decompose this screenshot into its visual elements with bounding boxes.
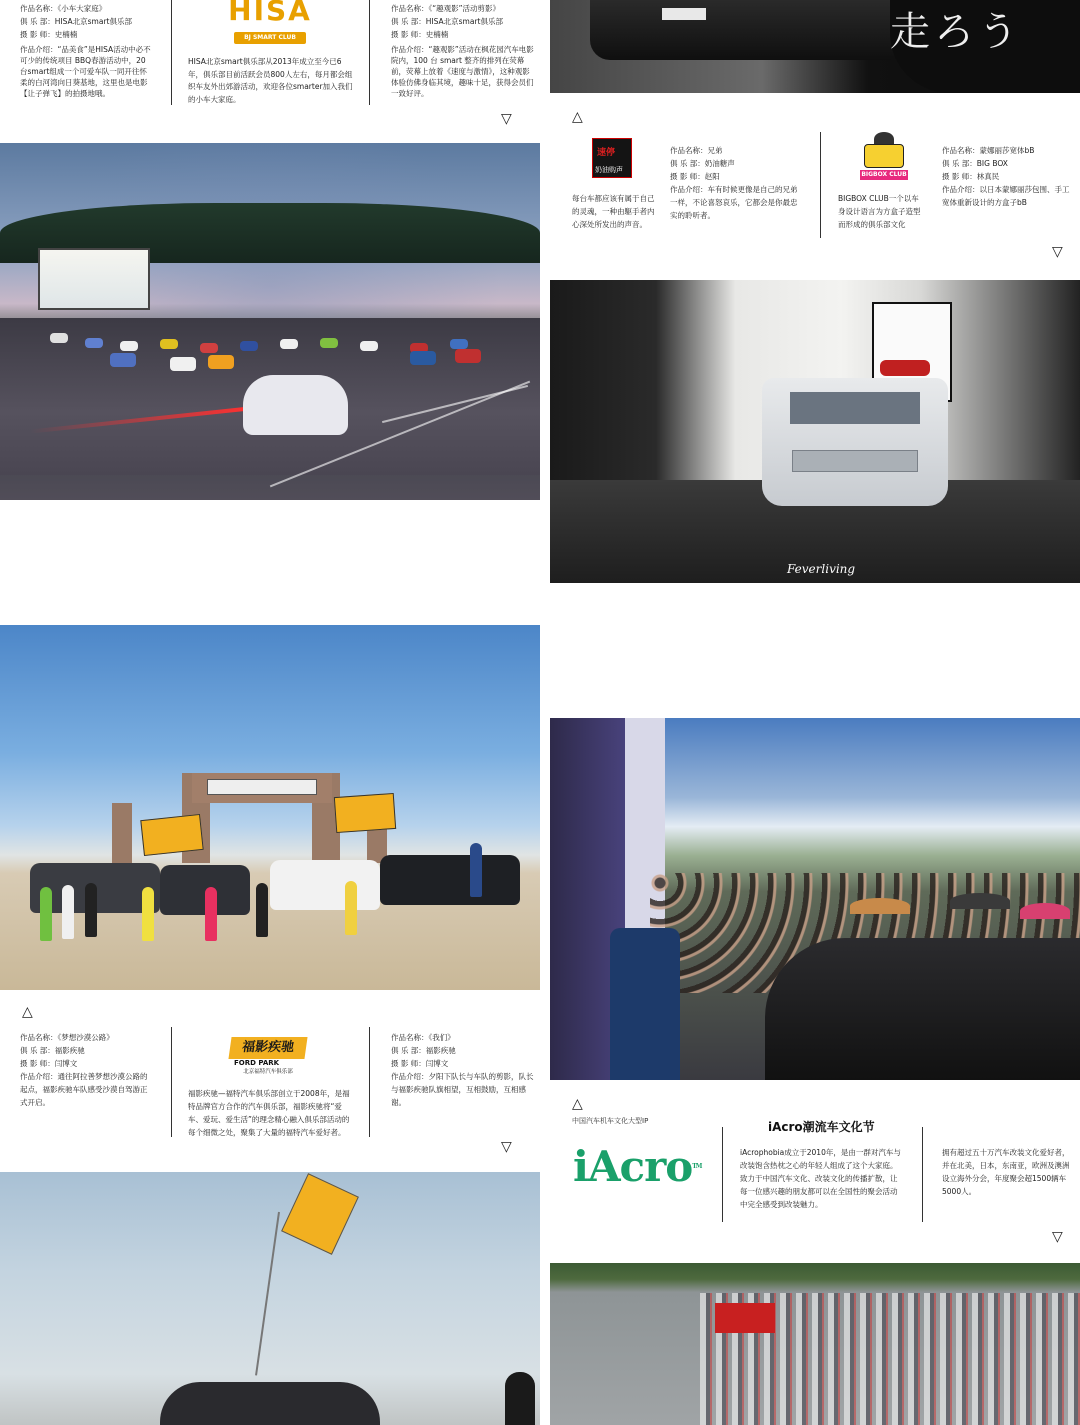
- iacro-intro: [740, 1146, 904, 1211]
- divider: [369, 1027, 370, 1137]
- person: [142, 887, 154, 941]
- car: [360, 341, 378, 351]
- suv: [380, 855, 520, 905]
- hisa-logo: [228, 0, 312, 48]
- car: [450, 339, 468, 349]
- work-title: 作品名称：蒙娜丽莎宽体bB: [942, 146, 1035, 155]
- iacro-logo-tm: TM: [692, 1163, 702, 1170]
- person: [40, 887, 52, 941]
- car: [85, 338, 103, 348]
- plate: [662, 8, 706, 20]
- car: [200, 343, 218, 353]
- work-intro: 作品介绍：通往阿拉善梦想沙漠公路的起点，福影疾驰车队感受沙漠自驾游正式开启。: [20, 1072, 148, 1107]
- bigbox-logo: [860, 130, 908, 182]
- work-intro: 作品介绍：“趣观影”活动在枫花园汽车电影院内，100 台 smart 整齐的排列在荧幕前，荧幕上放着《速度与激情》，这种观影体验仿佛身临其境，趣味十足，获得会员们一致好评。: [391, 45, 534, 98]
- bigbox-club-desc: [838, 192, 926, 231]
- work-intro: 作品介绍：以日本蒙娜丽莎包围、手工宽体重新设计的方盒子bB: [942, 185, 1070, 207]
- red-booth: [715, 1303, 775, 1333]
- club-intro-ford: [188, 1087, 356, 1139]
- work-photographer: 摄 影 师：史楠楠: [391, 30, 449, 39]
- milk-club-desc: [572, 192, 660, 231]
- down-triangle-icon: ▽: [501, 1139, 512, 1155]
- ford-park-logo: [230, 1037, 306, 1075]
- car: [208, 355, 234, 369]
- car-shirt-photo: [550, 0, 1080, 93]
- work-intro: 作品介绍：夕阳下队长与车队的剪影，队长与福影疾驰队旗相望，互相鼓励，互相感谢。: [391, 1072, 534, 1107]
- drive-in-cinema-photo: [0, 143, 540, 500]
- white-van: [762, 378, 948, 506]
- club-intro-text: 福影疾驰—福特汽车俱乐部创立于2008年，是福特品牌官方合作的汽车俱乐部，福影疾驰将“爱车、爱玩、爱生活”的理念精心融入俱乐部活动的每个细微之处，聚集了大量的福特汽车爱好者。: [188, 1089, 350, 1137]
- shirt-calligraphy: 走ろう: [890, 9, 1022, 55]
- work-club: 俱 乐 部：奶油糖声: [670, 159, 735, 168]
- club-intro-hisa: [188, 56, 356, 106]
- car: [120, 341, 138, 351]
- hisa-logo-sub: BJ SMART CLUB: [234, 32, 306, 44]
- divider: [820, 132, 821, 238]
- windshield: [790, 392, 920, 424]
- work-photographer: 摄 影 师：闫博文: [391, 1059, 449, 1068]
- work-intro: 作品介绍：“品美食”是HISA活动中必不可少的传统项目 BBQ春游活动中，20台smart组成一个可爱车队一同开往怀柔的白河湾向日葵基地，这里也是电影【让子弹飞】的拍摄地哦。: [20, 45, 151, 98]
- aerial-parking-photo: [550, 1263, 1080, 1425]
- milk-logo-bottom: 奶油购声: [595, 166, 623, 174]
- milk-logo-top: 速停: [597, 148, 616, 158]
- iacro-heading: iAcro潮流车文化节: [768, 1120, 875, 1134]
- pillar: [112, 803, 132, 863]
- down-triangle-icon: ▽: [1052, 244, 1063, 260]
- umbrella: [950, 893, 1010, 909]
- car: [110, 353, 136, 367]
- up-triangle-icon: △: [572, 109, 583, 125]
- ford-logo-sub: 北京福特汽车俱乐部: [243, 1069, 293, 1075]
- divider: [171, 1027, 172, 1137]
- work-title: 作品名称：兄弟: [670, 146, 723, 155]
- car: [455, 349, 481, 363]
- iacro-stats: [942, 1146, 1076, 1198]
- up-triangle-icon: △: [22, 1004, 33, 1020]
- smart-car: [243, 375, 348, 435]
- grille: [792, 450, 918, 472]
- down-triangle-icon: ▽: [1052, 1229, 1063, 1245]
- club-flag: [334, 793, 396, 833]
- person: [205, 887, 217, 941]
- work-club: 俱 乐 部：HISA北京smart俱乐部: [20, 17, 132, 26]
- work-info-movie-event: [391, 2, 537, 99]
- person: [62, 885, 74, 939]
- club-flag: [281, 1173, 359, 1255]
- scion-tunnel-photo: [550, 280, 1080, 583]
- work-photographer: 摄 影 师：林真民: [942, 172, 1000, 181]
- black-car: [765, 938, 1080, 1080]
- work-info-small-car-family: [20, 2, 152, 99]
- work-photographer: 摄 影 师：史楠楠: [20, 30, 78, 39]
- red-car: [880, 360, 930, 376]
- iacro-para-2: 拥有超过五十万汽车改装文化爱好者，并在北美，日本，东南亚，欧洲及澳洲设立海外分会，年度聚会超1500辆车5000人。: [942, 1148, 1070, 1196]
- work-title: 作品名称：《梦想沙漠公路》: [20, 1033, 114, 1042]
- work-title: 作品名称：《小车大家庭》: [20, 4, 107, 13]
- work-club: 俱 乐 部：福影疾驰: [391, 1046, 456, 1055]
- divider: [922, 1127, 923, 1222]
- ford-logo-cn: 福影疾驰: [228, 1037, 307, 1059]
- club-intro-text: HISA北京smart俱乐部从2013年成立至今已6年，俱乐部目前活跃会员800人左右，每月都会组织车友外出郊游活动，欢迎各位smarter加入我们的小车大家庭。: [188, 57, 353, 104]
- hisa-logo-text: HISA: [228, 0, 312, 27]
- bigbox-logo-label: BIGBOX CLUB: [861, 171, 907, 178]
- umbrella: [1020, 903, 1070, 919]
- divider: [722, 1127, 723, 1222]
- person: [256, 883, 268, 937]
- person: [610, 928, 680, 1080]
- desert-gate-photo: [0, 625, 540, 990]
- work-photographer: 摄 影 师：闫博文: [20, 1059, 78, 1068]
- car: [280, 339, 298, 349]
- work-club: 俱 乐 部：HISA北京smart俱乐部: [391, 17, 503, 26]
- club-desc-text: 每台车都应该有属于自己的灵魂，一种由駆手者内心深处所发出的声音。: [572, 194, 655, 229]
- iacro-caption: 中国汽车机车文化大型IP: [572, 1117, 649, 1125]
- gate-sign: [207, 779, 317, 795]
- flag-pole: [255, 1212, 280, 1376]
- person: [345, 881, 357, 935]
- club-desc-text: BIGBOX CLUB一个以车身设计语言为方盒子造型而形成的俱乐部文化: [838, 194, 921, 229]
- car: [170, 357, 196, 371]
- club-flag: [140, 814, 203, 856]
- car: [160, 339, 178, 349]
- iacro-para-1: iAcrophobia成立于2010年，是由一群对汽车与改装饱含热枕之心的年轻人组成了这个大家庭。致力于中国汽车文化、改装文化的传播扩散，让每一位感兴趣的朋友都可以在全国性的聚会活动中完全感受到改装魅力。: [740, 1148, 901, 1209]
- down-triangle-icon: ▽: [501, 111, 512, 127]
- work-info-mona-lisa-bb: [942, 144, 1076, 209]
- milk-club-logo: [592, 138, 632, 178]
- suv: [270, 860, 380, 910]
- work-club: 俱 乐 部：BIG BOX: [942, 159, 1008, 168]
- divider: [171, 0, 172, 105]
- work-club: 俱 乐 部：福影疾驰: [20, 1046, 85, 1055]
- iacro-logo-text: iAcro: [573, 1142, 693, 1191]
- person: [470, 843, 482, 897]
- photographer-signature: Feverliving: [787, 562, 856, 576]
- umbrella: [850, 898, 910, 914]
- up-triangle-icon: △: [572, 1096, 583, 1112]
- person: [85, 883, 97, 937]
- bigbox-logo-box: [864, 144, 904, 168]
- person: [505, 1372, 535, 1425]
- festival-crowd-photo: [550, 718, 1080, 1080]
- car: [50, 333, 68, 343]
- work-photographer: 摄 影 师：赵阳: [670, 172, 720, 181]
- black-car: [590, 0, 910, 60]
- work-title: 作品名称：《“趣观影”活动剪影》: [391, 4, 501, 13]
- ford-logo-en: FORD PARK: [234, 1059, 280, 1067]
- work-info-us: [391, 1031, 537, 1109]
- suv-roof: [160, 1382, 380, 1425]
- work-intro: 作品介绍：车有时候更像是自己的兄弟一样，不论喜怒哀乐，它都会是你最忠实的聆听者。: [670, 185, 798, 220]
- car: [410, 351, 436, 365]
- cinema-screen: [38, 248, 150, 310]
- divider: [369, 0, 370, 105]
- work-info-dream-desert-road: [20, 1031, 154, 1109]
- work-info-brothers: [670, 144, 804, 222]
- iacro-logo: [573, 1144, 701, 1190]
- work-title: 作品名称：《我们》: [391, 1033, 455, 1042]
- car: [240, 341, 258, 351]
- car: [320, 338, 338, 348]
- ford-flag-photo: [0, 1172, 540, 1425]
